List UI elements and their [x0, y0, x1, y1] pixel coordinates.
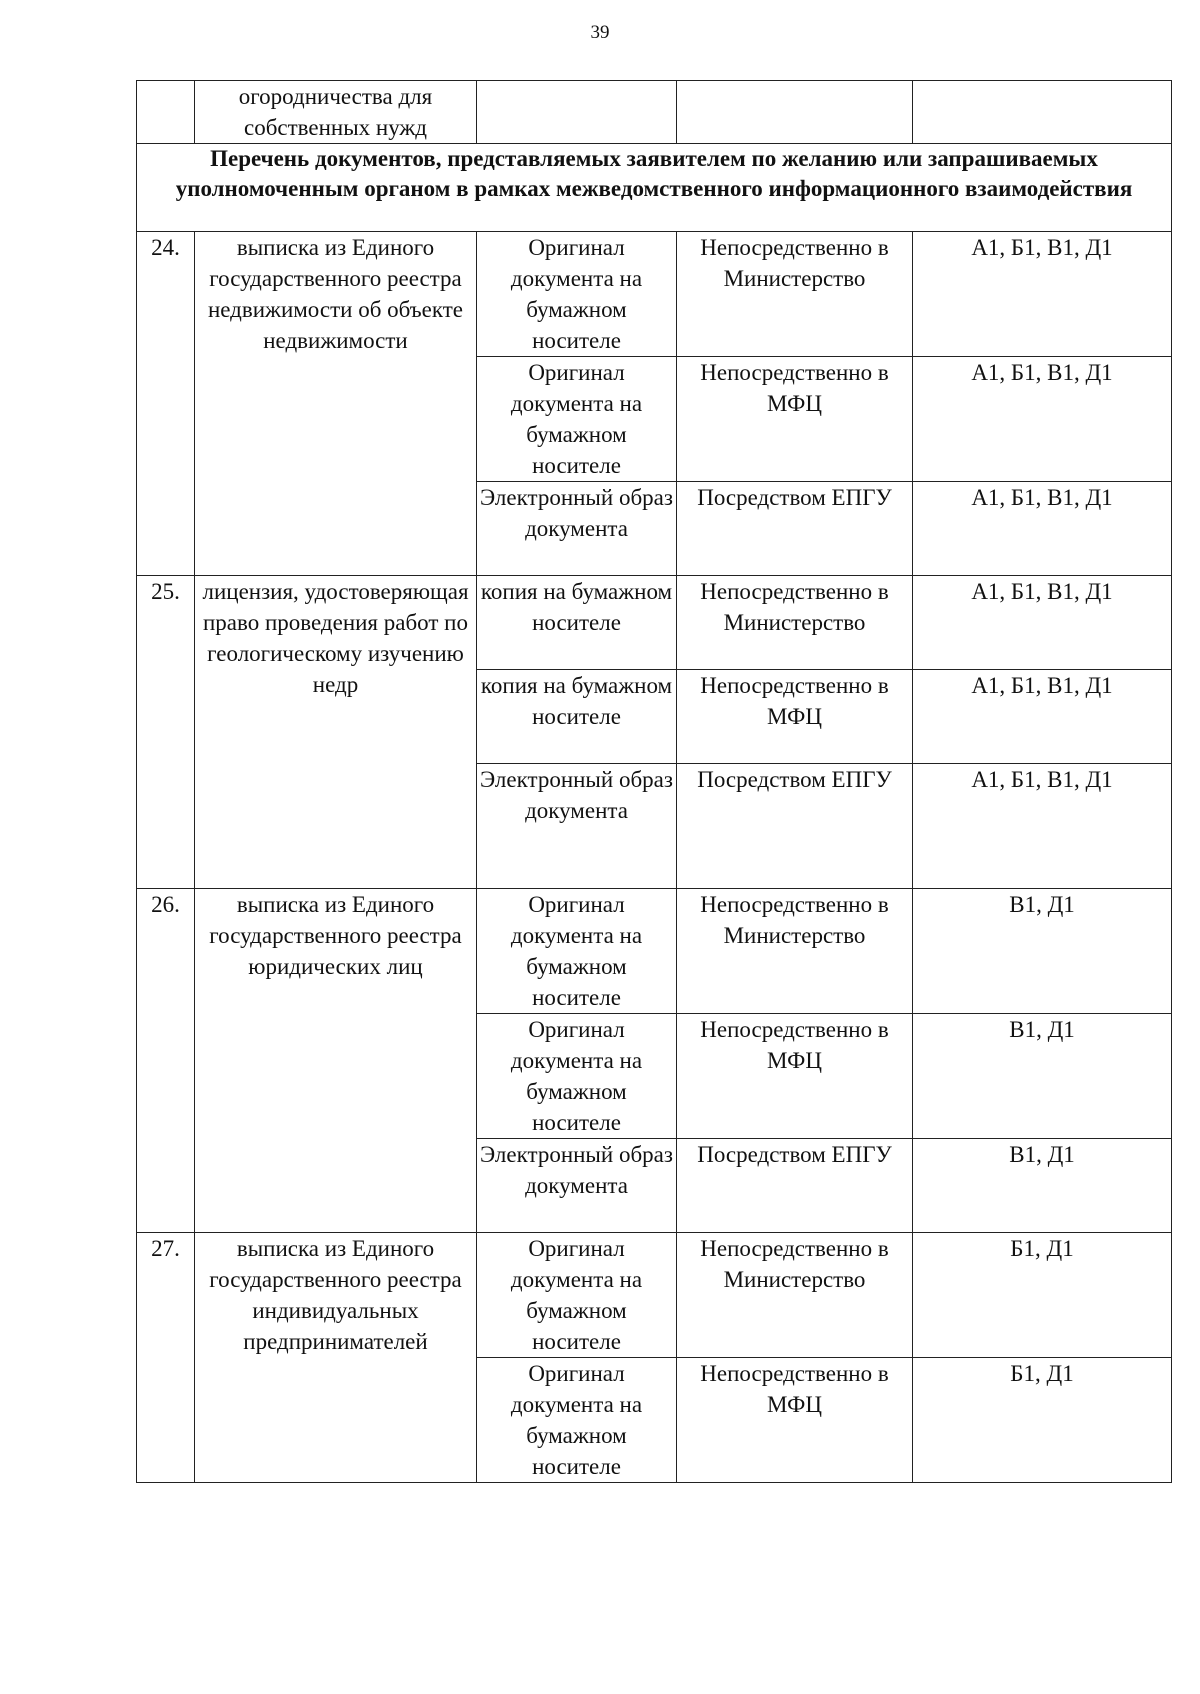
row-number-cell: 27.	[137, 1233, 195, 1483]
submission-method-cell: Посредством ЕПГУ	[677, 764, 913, 889]
document-form-cell: Электронный образ документа	[477, 764, 677, 889]
submission-method-cell: Непосредственно в Министерство	[677, 576, 913, 670]
document-form-cell: копия на бумажном носителе	[477, 670, 677, 764]
submission-method-cell	[677, 81, 913, 144]
document-name-cell: огородничества для собственных нужд	[195, 81, 477, 144]
submission-method-cell: Непосредственно в Министерство	[677, 1233, 913, 1358]
document-form-cell: Оригинал документа на бумажном носителе	[477, 357, 677, 482]
row-number-cell: 24.	[137, 232, 195, 576]
document-name-cell: выписка из Единого государственного реестра юридических лиц	[195, 889, 477, 1233]
document-name-cell: выписка из Единого государственного реестра индивидуальных предпринимателей	[195, 1233, 477, 1483]
submission-method-cell: Посредством ЕПГУ	[677, 482, 913, 576]
section-heading-row	[137, 144, 1172, 232]
row-number-cell: 26.	[137, 889, 195, 1233]
table-row-continuation	[137, 81, 1172, 144]
submission-method-cell: Непосредственно в Министерство	[677, 232, 913, 357]
applicant-codes-cell: А1, Б1, В1, Д1	[913, 232, 1172, 357]
table-row	[137, 576, 1172, 670]
document-form-cell: Оригинал документа на бумажном носителе	[477, 1358, 677, 1483]
applicant-codes-cell: А1, Б1, В1, Д1	[913, 764, 1172, 889]
applicant-codes-cell: В1, Д1	[913, 1139, 1172, 1233]
document-form-cell	[477, 81, 677, 144]
applicant-codes-cell: Б1, Д1	[913, 1358, 1172, 1483]
applicant-codes-cell: А1, Б1, В1, Д1	[913, 576, 1172, 670]
section-heading: Перечень документов, представляемых заявителем по желанию или запрашиваемых уполномоченным органом в рамках межведомственного информационного взаимодействия	[137, 144, 1172, 232]
submission-method-cell: Непосредственно в МФЦ	[677, 670, 913, 764]
table-row	[137, 232, 1172, 357]
applicant-codes-cell: В1, Д1	[913, 1014, 1172, 1139]
submission-method-cell: Непосредственно в МФЦ	[677, 357, 913, 482]
table-row	[137, 1233, 1172, 1358]
table-row	[137, 889, 1172, 1014]
row-number-cell	[137, 81, 195, 144]
document-form-cell: Оригинал документа на бумажном носителе	[477, 1014, 677, 1139]
applicant-codes-cell: А1, Б1, В1, Д1	[913, 357, 1172, 482]
document-form-cell: Оригинал документа на бумажном носителе	[477, 1233, 677, 1358]
submission-method-cell: Непосредственно в Министерство	[677, 889, 913, 1014]
page-number: 39	[590, 22, 610, 43]
document-form-cell: копия на бумажном носителе	[477, 576, 677, 670]
submission-method-cell: Посредством ЕПГУ	[677, 1139, 913, 1233]
document-form-cell: Оригинал документа на бумажном носителе	[477, 232, 677, 357]
row-number-cell: 25.	[137, 576, 195, 889]
document-name-cell: выписка из Единого государственного реестра недвижимости об объекте недвижимости	[195, 232, 477, 576]
applicant-codes-cell: А1, Б1, В1, Д1	[913, 482, 1172, 576]
document-form-cell: Электронный образ документа	[477, 1139, 677, 1233]
document-form-cell: Электронный образ документа	[477, 482, 677, 576]
applicant-codes-cell: А1, Б1, В1, Д1	[913, 670, 1172, 764]
applicant-codes-cell: В1, Д1	[913, 889, 1172, 1014]
applicant-codes-cell	[913, 81, 1172, 144]
submission-method-cell: Непосредственно в МФЦ	[677, 1358, 913, 1483]
document-form-cell: Оригинал документа на бумажном носителе	[477, 889, 677, 1014]
document-name-cell: лицензия, удостоверяющая право проведения работ по геологическому изучению недр	[195, 576, 477, 889]
documents-table	[136, 80, 1172, 1483]
applicant-codes-cell: Б1, Д1	[913, 1233, 1172, 1358]
submission-method-cell: Непосредственно в МФЦ	[677, 1014, 913, 1139]
